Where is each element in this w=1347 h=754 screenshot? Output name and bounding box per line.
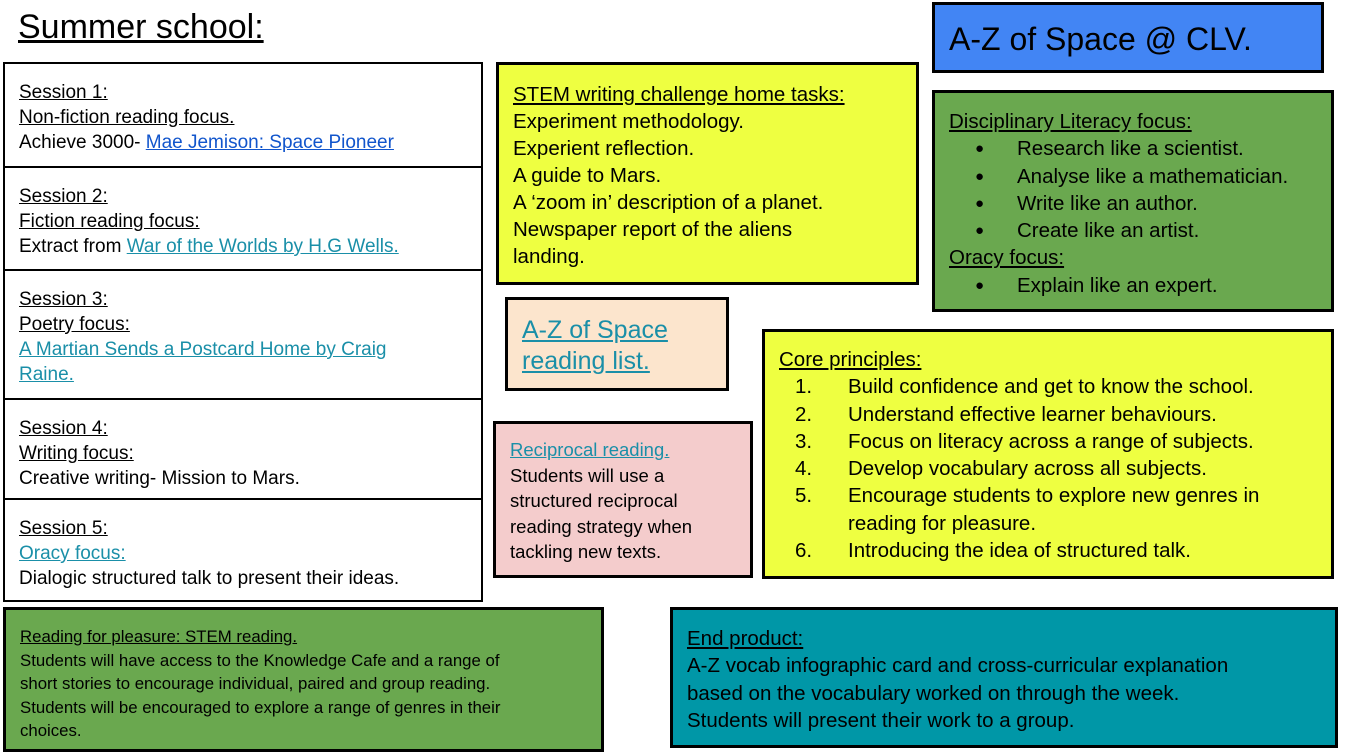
page-title: Summer school: — [18, 8, 264, 46]
sessions-panel — [3, 62, 483, 602]
reciprocal-text: reading strategy when — [510, 515, 693, 537]
stem-writing-box — [496, 62, 919, 285]
session-detail — [19, 130, 467, 155]
stem-item: A ‘zoom in’ description of a planet. — [513, 191, 824, 214]
az-space-title-box: A-Z of Space @ CLV. — [932, 2, 1324, 73]
core-item-text: Focus on literacy across a range of subjects. — [848, 429, 1254, 453]
core-item — [779, 428, 1317, 455]
core-principles-box — [762, 329, 1334, 579]
core-item-number: 4. — [795, 457, 813, 481]
session-heading: Session 2: — [19, 186, 108, 207]
stem-heading: STEM writing challenge home tasks: — [513, 83, 845, 106]
stem-item: Newspaper report of the aliens — [513, 218, 793, 241]
rfp-text: choices. — [20, 721, 82, 740]
session-link-war-of-the-worlds[interactable]: War of the Worlds by H.G Wells. — [126, 236, 399, 257]
session-detail: Dialogic structured talk to present their ideas. — [19, 568, 400, 589]
core-item-text: Build confidence and get to know the school. — [848, 375, 1254, 399]
core-item-text: Understand effective learner behaviours. — [848, 402, 1217, 426]
disciplinary-item: ● Write like an author. — [949, 190, 1317, 217]
session-detail-prefix: Extract from — [19, 236, 127, 257]
link-line: reading list. — [522, 347, 650, 375]
link-line: A Martian Sends a Postcard Home by Craig — [19, 339, 387, 360]
session-link-martian-postcard[interactable] — [19, 337, 467, 387]
reciprocal-text: structured reciprocal — [510, 490, 678, 511]
session-focus: Writing focus: — [19, 443, 134, 464]
core-item-text: Develop vocabulary across all subjects. — [848, 457, 1207, 481]
core-item — [779, 455, 1317, 482]
rfp-text: short stories to encourage individual, paired and group reading. — [20, 674, 491, 693]
session-4 — [5, 400, 481, 500]
core-item — [779, 482, 1317, 537]
oracy-item: ● Explain like an expert. — [949, 272, 1317, 299]
session-heading: Session 3: — [19, 289, 108, 310]
reciprocal-text: Students will use a — [510, 464, 665, 486]
reciprocal-text: tackling new texts. — [510, 541, 662, 562]
core-item-number: 6. — [795, 539, 813, 563]
end-heading: End product: — [687, 627, 804, 650]
disciplinary-literacy-box — [932, 90, 1334, 312]
reading-for-pleasure-box — [3, 607, 604, 752]
core-item — [779, 373, 1317, 400]
stem-item: Experient reflection. — [513, 137, 695, 160]
core-item-number: 5. — [795, 484, 813, 508]
core-item-text: reading for pleasure. — [848, 511, 1037, 535]
core-item-number: 1. — [795, 375, 813, 399]
session-heading: Session 4: — [19, 418, 108, 439]
session-focus: Fiction reading focus: — [19, 211, 200, 232]
reciprocal-reading-link[interactable]: Reciprocal reading. — [510, 439, 670, 460]
rfp-text: Students will have access to the Knowledge Cafe and a range of — [20, 650, 500, 670]
session-2 — [5, 168, 481, 271]
rfp-heading: Reading for pleasure: STEM reading. — [20, 627, 298, 646]
session-heading: Session 5: — [19, 518, 108, 539]
core-item-text: Encourage students to explore new genres in — [848, 484, 1260, 508]
core-item-number: 2. — [795, 402, 813, 426]
reading-list-box — [505, 297, 729, 391]
core-item — [779, 401, 1317, 428]
session-3 — [5, 271, 481, 400]
link-line: A-Z of Space — [522, 316, 668, 344]
disciplinary-heading: Disciplinary Literacy focus: — [949, 110, 1192, 133]
end-text: based on the vocabulary worked on through the week. — [687, 681, 1180, 705]
session-focus: Non-fiction reading focus. — [19, 107, 235, 128]
session-detail — [19, 234, 467, 259]
disciplinary-item: ● Research like a scientist. — [949, 135, 1317, 162]
end-product-box — [670, 607, 1338, 748]
session-detail-prefix: Achieve 3000- — [19, 132, 146, 153]
session-heading: Session 1: — [19, 82, 108, 103]
session-detail: Creative writing- Mission to Mars. — [19, 468, 300, 489]
oracy-heading: Oracy focus: — [949, 246, 1065, 270]
end-text: Students will present their work to a group. — [687, 708, 1075, 732]
stem-item: A guide to Mars. — [513, 164, 662, 187]
core-item — [779, 537, 1317, 564]
reading-list-link[interactable] — [522, 315, 712, 377]
core-heading: Core principles: — [779, 348, 922, 371]
stem-item: Experiment methodology. — [513, 110, 744, 133]
session-1 — [5, 64, 481, 168]
end-text: A-Z vocab infographic card and cross-curricular explanation — [687, 654, 1229, 678]
reciprocal-reading-box — [493, 421, 753, 578]
session-link-oracy-focus[interactable]: Oracy focus: — [19, 543, 126, 564]
session-link-mae-jemison[interactable]: Mae Jemison: Space Pioneer — [145, 132, 394, 153]
session-5 — [5, 500, 481, 600]
disciplinary-item: ● Analyse like a mathematician. — [949, 163, 1317, 190]
disciplinary-item: ● Create like an artist. — [949, 217, 1317, 244]
link-line: Raine. — [19, 364, 74, 385]
rfp-text: Students will be encouraged to explore a range of genres in their — [20, 697, 501, 717]
stem-item: landing. — [513, 245, 585, 268]
core-item-number: 3. — [795, 429, 813, 453]
core-item-text: Introducing the idea of structured talk. — [848, 539, 1192, 563]
session-focus: Poetry focus: — [19, 314, 130, 335]
